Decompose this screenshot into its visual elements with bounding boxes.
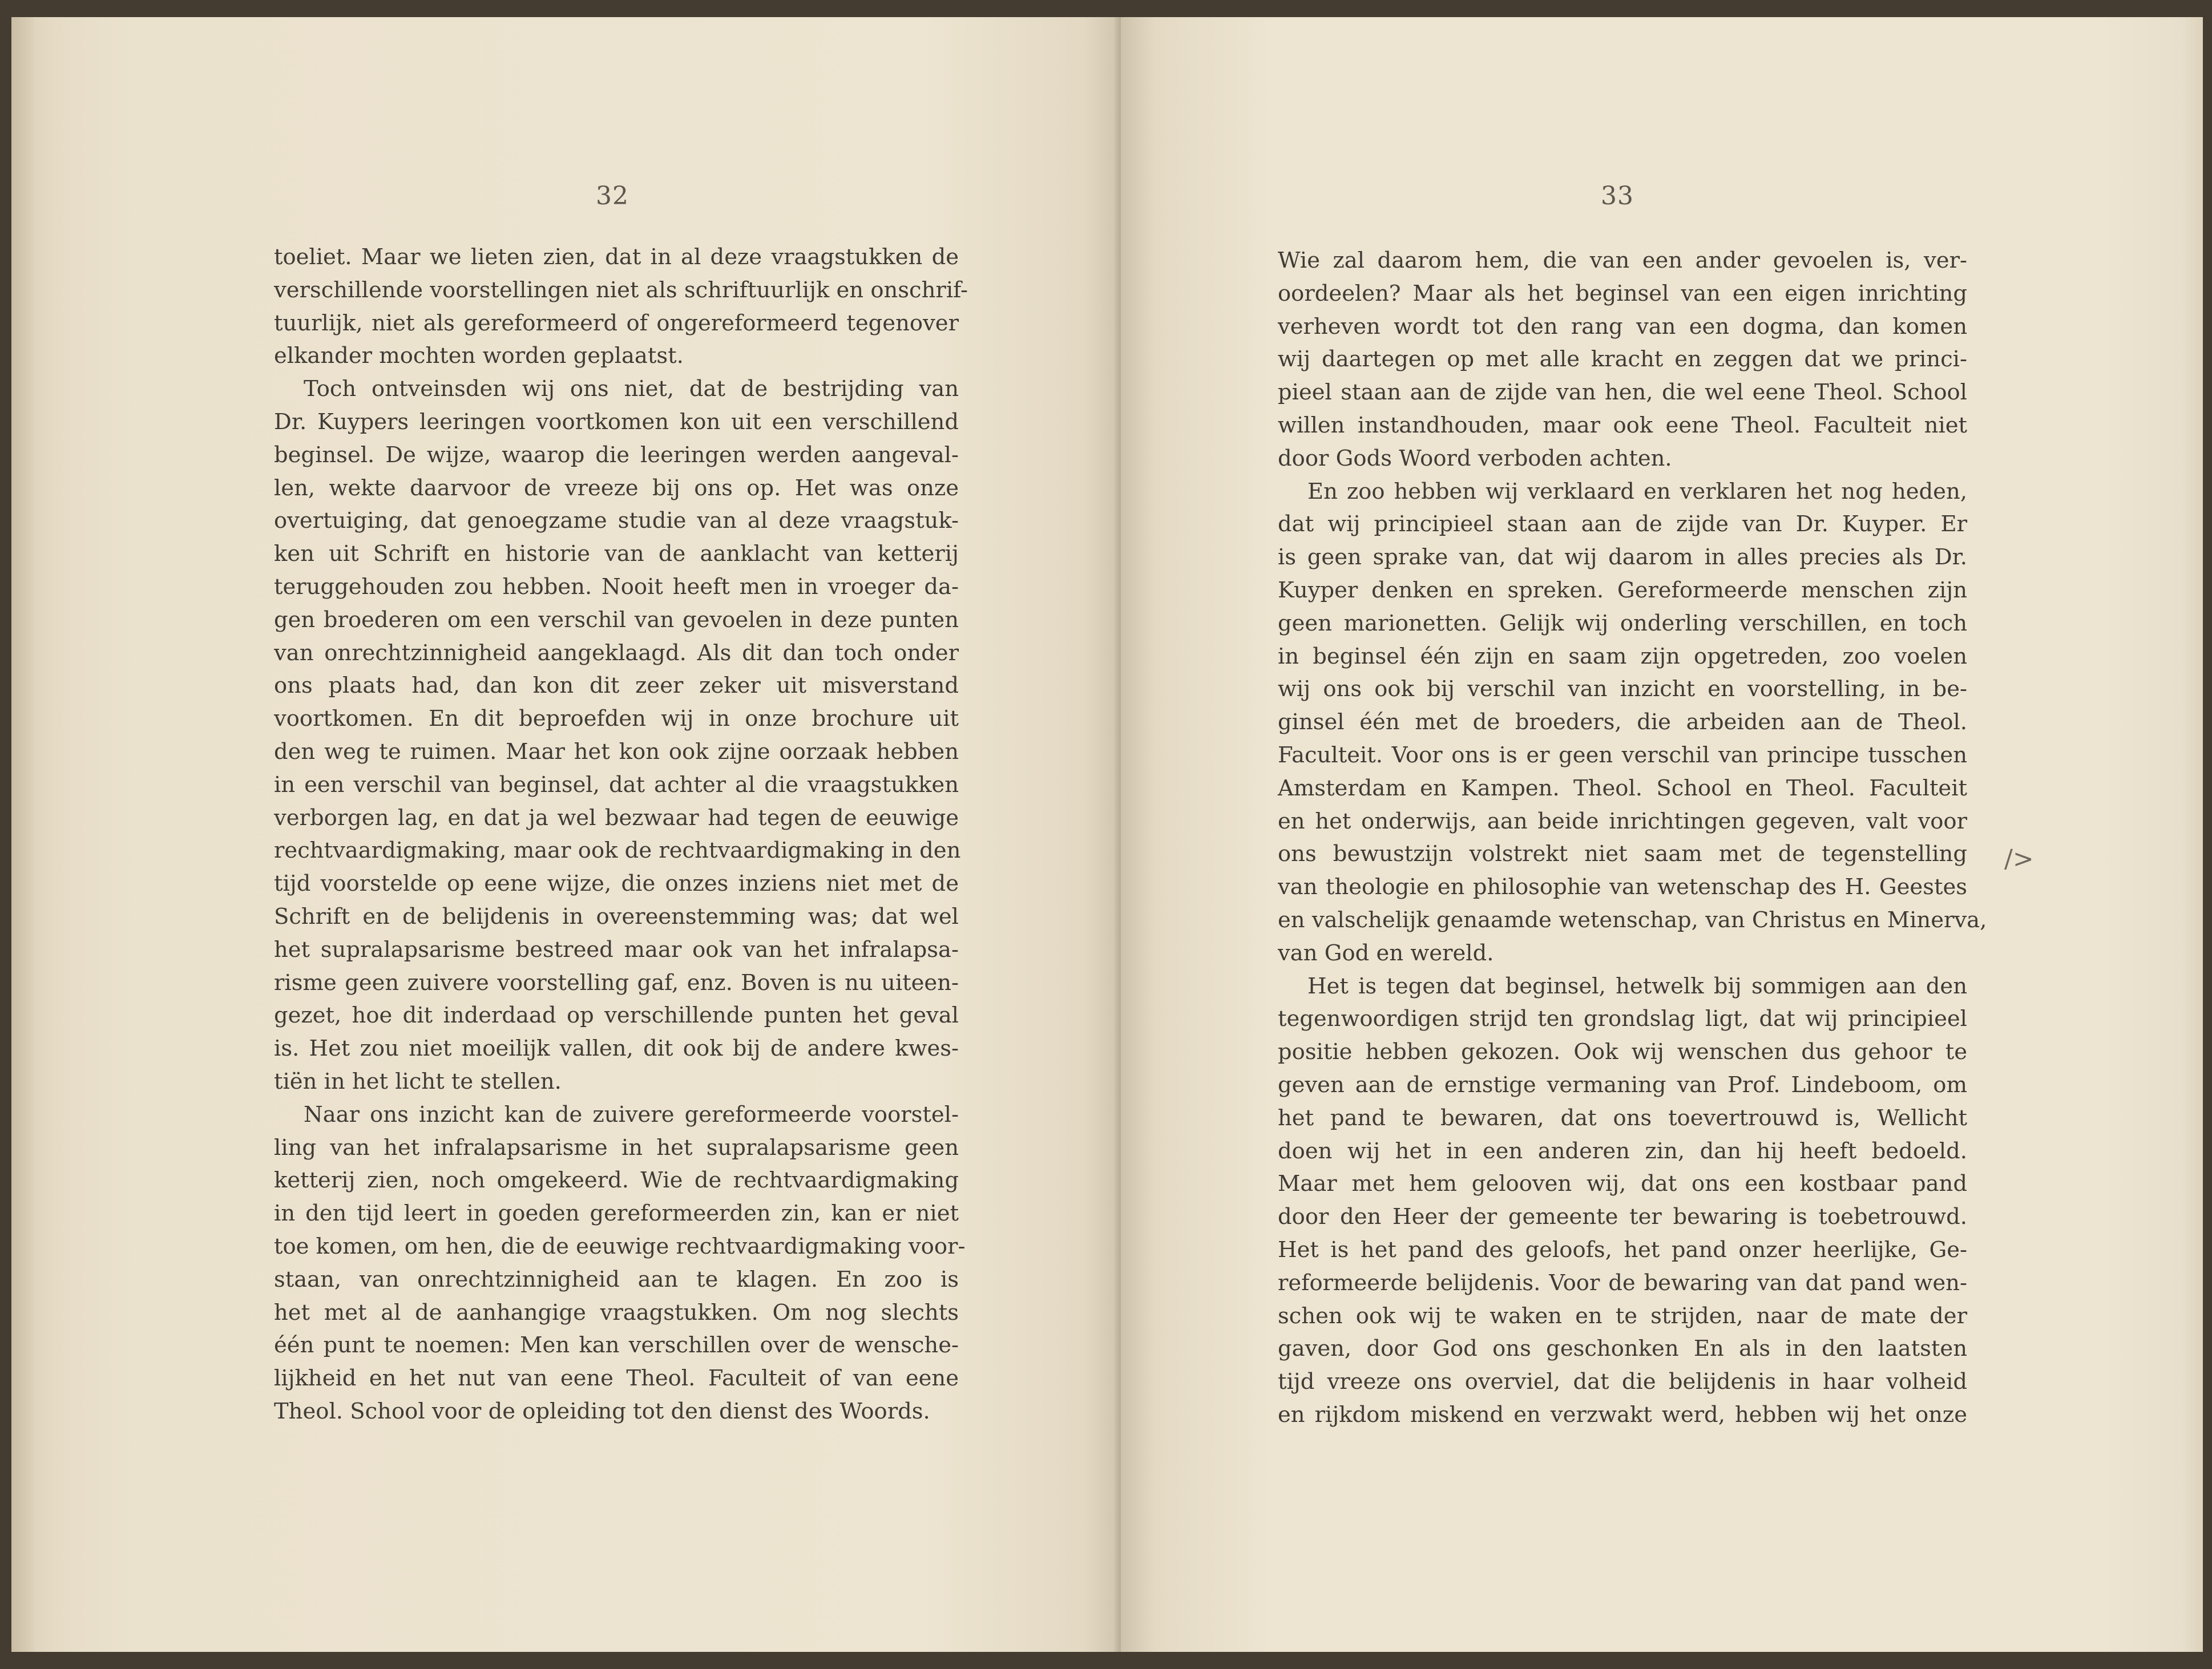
text-line: risme geen zuivere voorstelling gaf, enz. Boven is nu uiteen- bbox=[274, 969, 959, 996]
text-line: rechtvaardigmaking, maar ook de rechtvaardigmaking in den bbox=[274, 838, 961, 864]
text-line: lijkheid en het nut van eene Theol. Faculteit of van eene bbox=[274, 1365, 959, 1392]
margin-pencil-mark: /> bbox=[2004, 844, 2034, 874]
text-line: in een verschil van beginsel, dat achter al die vraagstukken bbox=[274, 771, 959, 798]
text-line: ons plaats had, dan kon dit zeer zeker uit misverstand bbox=[274, 673, 959, 699]
text-line: dat wij principieel staan aan de zijde van Dr. Kuyper. Er bbox=[1278, 511, 1967, 538]
text-line: toe komen, om hen, die de eeuwige rechtvaardigmaking voor- bbox=[274, 1233, 966, 1259]
text-line: is geen sprake van, dat wij daarom in alles precies als Dr. bbox=[1278, 544, 1967, 571]
text-line: verborgen lag, en dat ja wel bezwaar had tegen de eeuwige bbox=[274, 805, 959, 831]
text-line: één punt te noemen: Men kan verschillen over de wensche- bbox=[274, 1332, 959, 1359]
left-page-text bbox=[274, 241, 968, 1428]
text-line: tiën in het licht te stellen. bbox=[274, 1068, 562, 1094]
text-line: Faculteit. Voor ons is er geen verschil van principe tusschen bbox=[1278, 742, 1967, 768]
text-line: Het is het pand des geloofs, het pand onzer heerlijke, Ge- bbox=[1278, 1236, 1967, 1263]
text-line: tijd vreeze ons overviel, dat die belijdenis in haar volheid bbox=[1278, 1369, 1967, 1395]
text-line: gezet, hoe dit inderdaad op verschillende punten het geval bbox=[274, 1003, 959, 1029]
text-line: in den tijd leert in goeden gereformeerden zin, kan er niet bbox=[274, 1201, 959, 1227]
text-line: van theologie en philosophie van wetenschap des H. Geestes bbox=[1278, 874, 1967, 900]
text-line: Het is tegen dat beginsel, hetwelk bij sommigen aan den bbox=[1307, 973, 1967, 999]
text-line: elkander mochten worden geplaatst. bbox=[274, 343, 684, 369]
text-line: pieel staan aan de zijde van hen, die wel eene Theol. School bbox=[1278, 379, 1967, 406]
text-line: schen ook wij te waken en te strijden, naar de mate der bbox=[1278, 1303, 1967, 1329]
page-number: 32 bbox=[596, 181, 629, 211]
text-line: ginsel één met de broeders, die arbeiden aan de Theol. bbox=[1278, 709, 1967, 736]
text-line: Naar ons inzicht kan de zuivere gereformeerde voorstel- bbox=[304, 1101, 959, 1128]
text-line: het supralapsarisme bestreed maar ook van het infralapsa- bbox=[274, 936, 959, 963]
text-line: Wie zal daarom hem, die van een ander gevoelen is, ver- bbox=[1278, 248, 1967, 273]
text-line: van God en wereld. bbox=[1278, 940, 1494, 966]
text-line: positie hebben gekozen. Ook wij wenschen dus gehoor te bbox=[1278, 1039, 1967, 1065]
text-line: tegenwoordigen strijd ten grondslag ligt, dat wij principieel bbox=[1278, 1006, 1967, 1032]
text-line: ons bewustzijn volstrekt niet saam met de tegenstelling bbox=[1278, 841, 1967, 867]
text-line: den weg te ruimen. Maar het kon ook zijne oorzaak hebben bbox=[274, 738, 959, 765]
text-line: willen instandhouden, maar ook eene Theol. Faculteit niet bbox=[1278, 412, 1967, 438]
text-line: teruggehouden zou hebben. Nooit heeft men in vroeger da- bbox=[274, 573, 959, 600]
text-line: reformeerde belijdenis. Voor de bewaring van dat pand wen- bbox=[1278, 1270, 1967, 1296]
text-line: ketterij zien, noch omgekeerd. Wie de rechtvaardigmaking bbox=[274, 1167, 959, 1194]
text-line: Kuyper denken en spreken. Gereformeerde menschen zijn bbox=[1278, 577, 1967, 603]
text-line: verheven wordt tot den rang van een dogma, dan komen bbox=[1278, 313, 1967, 340]
text-line: ken uit Schrift en historie van de aanklacht van ketterij bbox=[274, 541, 959, 567]
text-line: Schrift en de belijdenis in overeenstemming was; dat wel bbox=[274, 903, 959, 930]
text-line: geven aan de ernstige vermaning van Prof. Lindeboom, om bbox=[1278, 1072, 1967, 1098]
text-line: En zoo hebben wij verklaard en verklaren het nog heden, bbox=[1307, 478, 1967, 504]
page-edge bbox=[11, 17, 34, 1652]
text-line: Dr. Kuypers leeringen voortkomen kon uit een verschillend bbox=[274, 409, 959, 435]
text-line: door Gods Woord verboden achten. bbox=[1278, 445, 1672, 471]
text-line: Amsterdam en Kampen. Theol. School en Theol. Faculteit bbox=[1278, 775, 1967, 801]
text-line: en rijkdom miskend en verzwakt werd, hebben wij het onze bbox=[1278, 1401, 1967, 1428]
text-line: Toch ontveinsden wij ons niet, dat de bestrijding van bbox=[304, 376, 959, 402]
text-line: toeliet. Maar we lieten zien, dat in al deze vraagstukken de bbox=[274, 244, 959, 270]
text-line: in beginsel één zijn en saam zijn opgetreden, zoo voelen bbox=[1278, 643, 1967, 669]
text-line: verschillende voorstellingen niet als schriftuurlijk en onschrif- bbox=[274, 277, 968, 303]
text-line: oordeelen? Maar als het beginsel van een eigen inrichting bbox=[1278, 280, 1967, 306]
text-line: wij ons ook bij verschil van inzicht en voorstelling, in be- bbox=[1278, 676, 1967, 702]
text-line: Maar met hem gelooven wij, dat ons een kostbaar pand bbox=[1278, 1171, 1967, 1197]
page-number: 33 bbox=[1601, 181, 1634, 211]
text-line: het met al de aanhangige vraagstukken. Om nog slechts bbox=[274, 1299, 959, 1325]
text-line: geen marionetten. Gelijk wij onderling verschillen, en toch bbox=[1278, 610, 1967, 636]
text-line: ling van het infralapsarisme in het supralapsarisme geen bbox=[274, 1134, 959, 1161]
text-line: doen wij het in een anderen zin, dan hij heeft bedoeld. bbox=[1278, 1138, 1967, 1164]
text-line: len, wekte daarvoor de vreeze bij ons op. Het was onze bbox=[274, 475, 959, 501]
text-line: staan, van onrechtzinnigheid aan te klagen. En zoo is bbox=[274, 1266, 959, 1292]
text-line: van onrechtzinnigheid aangeklaagd. Als dit dan toch onder bbox=[274, 640, 959, 666]
text-line: en het onderwijs, aan beide inrichtingen gegeven, valt voor bbox=[1278, 808, 1967, 834]
text-line: gaven, door God ons geschonken En als in den laatsten bbox=[1278, 1336, 1967, 1362]
text-line: overtuiging, dat genoegzame studie van al deze vraagstuk- bbox=[274, 508, 959, 534]
right-page-text bbox=[1278, 244, 1987, 1432]
text-line: tijd voorstelde op eene wijze, die onzes inziens niet met de bbox=[274, 871, 959, 897]
left-page bbox=[11, 17, 1121, 1652]
text-line: wij daartegen op met alle kracht en zeggen dat we princi- bbox=[1278, 346, 1967, 373]
text-line: beginsel. De wijze, waarop die leeringen werden aangeval- bbox=[274, 442, 959, 468]
right-page bbox=[1121, 17, 2203, 1652]
text-line: door den Heer der gemeente ter bewaring is toebetrouwd. bbox=[1278, 1204, 1967, 1230]
text-line: gen broederen om een verschil van gevoelen in deze punten bbox=[274, 607, 959, 633]
text-line: voortkomen. En dit beproefden wij in onze brochure uit bbox=[274, 706, 959, 732]
text-line: is. Het zou niet moeilijk vallen, dit ook bij de andere kwes- bbox=[274, 1036, 959, 1062]
text-line: en valschelijk genaamde wetenschap, van Christus en Minerva, bbox=[1278, 907, 1987, 933]
text-line: het pand te bewaren, dat ons toevertrouwd is, Wellicht bbox=[1278, 1105, 1967, 1131]
text-line: tuurlijk, niet als gereformeerd of ongereformeerd tegenover bbox=[274, 310, 959, 336]
text-line: Theol. School voor de opleiding tot den dienst des Woords. bbox=[274, 1398, 930, 1424]
